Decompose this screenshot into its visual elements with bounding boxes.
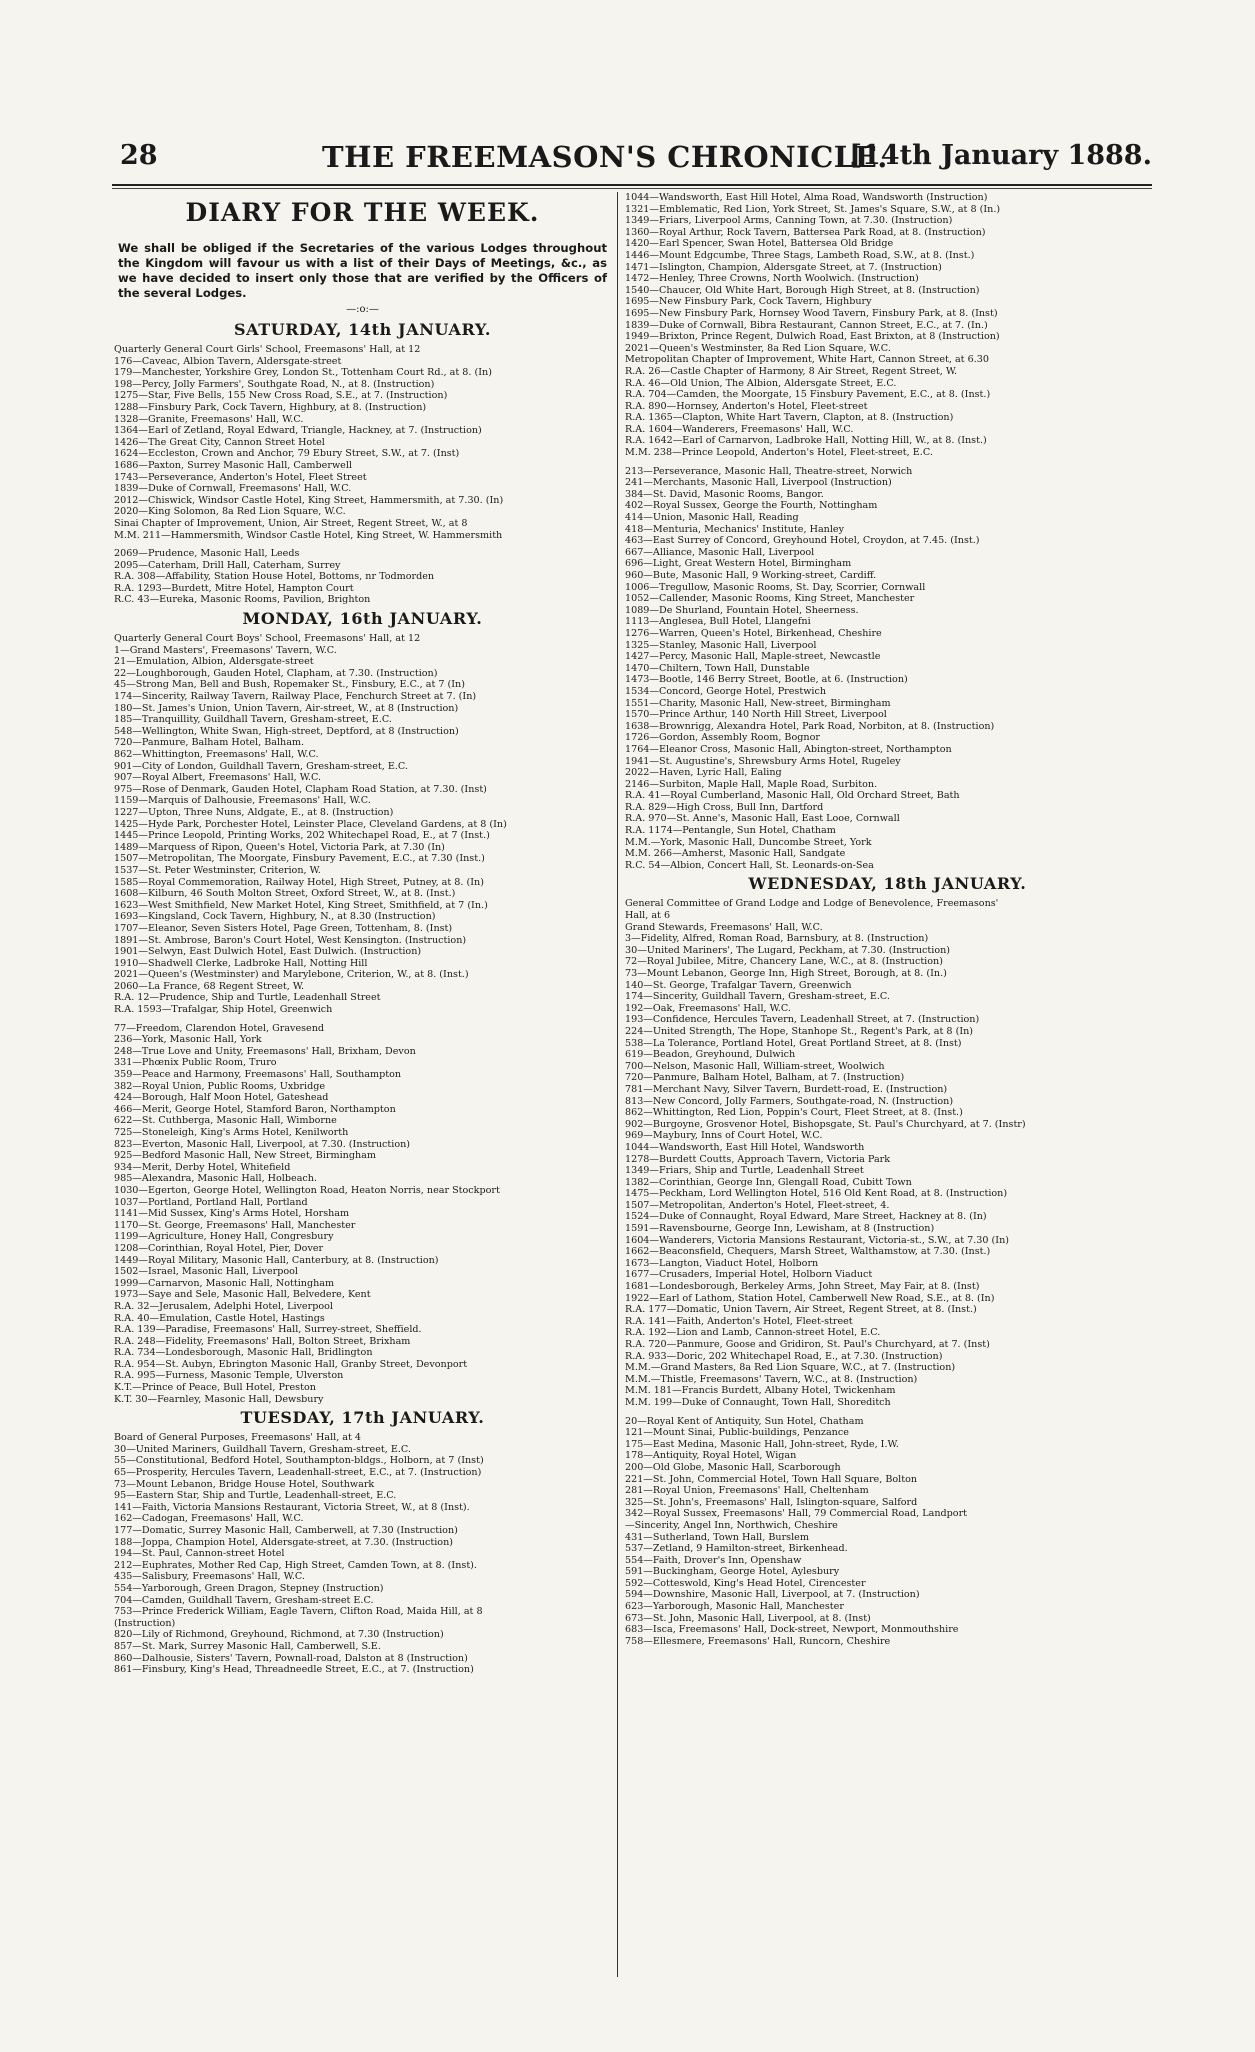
- lodge-entry: 1475—Peckham, Lord Wellington Hotel, 516 Old Kent Road, at 8. (Instruction): [625, 1188, 1008, 1200]
- lodge-entry: 1999—Carnarvon, Masonic Hall, Nottingham: [114, 1277, 335, 1289]
- lodge-entry: 1170—St. George, Freemasons' Hall, Manchester: [114, 1219, 356, 1231]
- lodge-entry: 185—Tranquillity, Guildhall Tavern, Gresham-street, E.C.: [114, 714, 392, 726]
- lodge-entry: R.A. 720—Panmure, Goose and Gridiron, St. Paul's Churchyard, at 7. (Inst): [625, 1339, 990, 1350]
- lodge-entry: 281—Royal Union, Freemasons' Hall, Cheltenham: [625, 1485, 869, 1497]
- left-column: [114, 192, 611, 1982]
- lodge-entry: 704—Camden, Guildhall Tavern, Gresham-street E.C.: [114, 1594, 374, 1606]
- lodge-entry: 175—East Medina, Masonic Hall, John-street, Ryde, I.W.: [625, 1438, 899, 1450]
- lodge-entry: 720—Panmure, Balham Hotel, Balham.: [114, 737, 305, 749]
- lodge-entry: 1540—Chaucer, Old White Hart, Borough High Street, at 8. (Instruction): [625, 284, 980, 296]
- lodge-entry: 622—St. Cuthberga, Masonic Hall, Wimborne: [114, 1115, 337, 1127]
- header-rule-thin: [112, 188, 1152, 189]
- lodge-entry: 77—Freedom, Clarendon Hotel, Gravesend: [114, 1022, 325, 1034]
- lodge-entry: 212—Euphrates, Mother Red Cap, High Street, Camden Town, at 8. (Inst).: [114, 1559, 477, 1571]
- masthead: [112, 140, 1152, 188]
- lodge-entry: 2069—Prudence, Masonic Hall, Leeds: [114, 548, 300, 560]
- lodge-entry: 1585—Royal Commemoration, Railway Hotel, High Street, Putney, at 8. (In): [114, 876, 484, 888]
- lodge-entry: 623—Yarborough, Masonic Hall, Manchester: [625, 1601, 844, 1613]
- listing-gap: [625, 1409, 1150, 1416]
- lodge-entry: 683—Isca, Freemasons' Hall, Dock-street, Newport, Monmouthshire: [625, 1624, 959, 1636]
- lodge-entry: 1686—Paxton, Surrey Masonic Hall, Camberwell: [114, 459, 352, 471]
- lodge-entry: 1426—The Great City, Cannon Street Hotel: [114, 436, 325, 448]
- lodge-entry: 860—Dalhousie, Sisters' Tavern, Pownall-road, Dalston at 8 (Instruction): [114, 1652, 468, 1664]
- lodge-entry: 176—Caveac, Albion Tavern, Aldersgate-street: [114, 355, 342, 367]
- lodge-entry: M.M.—York, Masonic Hall, Duncombe Street, York: [625, 836, 872, 848]
- lodge-entry: 2022—Haven, Lyric Hall, Ealing: [625, 767, 782, 779]
- lodge-entry: M.M.—Thistle, Freemasons' Tavern, W.C., at 8. (Instruction): [625, 1373, 918, 1385]
- lodge-entry: 861—Finsbury, King's Head, Threadneedle Street, E.C., at 7. (Instruction): [114, 1664, 474, 1676]
- lodge-entry: 193—Confidence, Hercules Tavern, Leadenhall Street, at 7. (Instruction): [625, 1014, 980, 1026]
- lodge-entry: 174—Sincerity, Guildhall Tavern, Gresham-street, E.C.: [625, 991, 890, 1003]
- lodge-entry: 537—Zetland, 9 Hamilton-street, Birkenhead.: [625, 1543, 848, 1555]
- lodge-entry: 2020—King Solomon, 8a Red Lion Square, W.C.: [114, 506, 346, 518]
- lodge-entry: 1364—Earl of Zetland, Royal Edward, Triangle, Hackney, at 7. (Instruction): [114, 425, 482, 437]
- lodge-entry: 823—Everton, Masonic Hall, Liverpool, at 7.30. (Instruction): [114, 1138, 411, 1150]
- lodge-entry: 1973—Saye and Sele, Masonic Hall, Belvedere, Kent: [114, 1289, 371, 1301]
- lodge-entry: 554—Faith, Drover's Inn, Openshaw: [625, 1554, 802, 1566]
- lodge-entry: 1726—Gordon, Assembly Room, Bognor: [625, 732, 820, 744]
- lodge-entry: R.A. 308—Affability, Station House Hotel, Bottoms, nr Todmorden: [114, 571, 435, 583]
- lodge-entry: 1275—Star, Five Bells, 155 New Cross Road, S.E., at 7. (Instruction): [114, 390, 448, 402]
- column-divider: [617, 192, 618, 1977]
- lodge-entry: 22—Loughborough, Gauden Hotel, Clapham, at 7.30. (Instruction): [114, 667, 438, 679]
- lodge-entry: 969—Maybury, Inns of Court Hotel, W.C.: [625, 1130, 823, 1142]
- lodge-entry: 140—St. George, Trafalgar Tavern, Greenwich: [625, 979, 852, 991]
- lodge-entry: 65—Prosperity, Hercules Tavern, Leadenhall-street, E.C., at 7. (Instruction): [114, 1467, 482, 1479]
- lodge-entry: 1—Grand Masters', Freemasons' Tavern, W.C.: [114, 644, 337, 656]
- lodge-entry: 359—Peace and Harmony, Freemasons' Hall, Southampton: [114, 1069, 402, 1081]
- lodge-entry: R.A. 704—Camden, the Moorgate, 15 Finsbury Pavement, E.C., at 8. (Inst.): [625, 389, 991, 401]
- lodge-entry: 45—Strong Man, Bell and Bush, Ropemaker St., Finsbury, E.C., at 7 (In): [114, 679, 465, 691]
- lodge-entry: 548—Wellington, White Swan, High-street, Deptford, at 8 (Instruction): [114, 725, 459, 737]
- day-heading: MONDAY, 16th JANUARY.: [242, 609, 483, 629]
- lodge-entry: 2060—La France, 68 Regent Street, W.: [114, 980, 305, 992]
- lodge-entry: 862—Whittington, Red Lion, Poppin's Court, Fleet Street, at 8. (Inst.): [625, 1107, 963, 1119]
- lodge-entry: 248—True Love and Unity, Freemasons' Hall, Brixham, Devon: [114, 1045, 416, 1057]
- lodge-entry: 1537—St. Peter Westminster, Criterion, W.: [114, 864, 321, 876]
- lodge-entry: 619—Beadon, Greyhound, Dulwich: [625, 1049, 796, 1061]
- lodge-entry: 975—Rose of Denmark, Gauden Hotel, Clapham Road Station, at 7.30. (Inst): [114, 783, 487, 795]
- right-column: [625, 192, 1150, 1982]
- lodge-entry: 73—Mount Lebanon, Bridge House Hotel, Southwark: [114, 1478, 375, 1490]
- lodge-entry: K.T. 30—Fearnley, Masonic Hall, Dewsbury: [114, 1393, 324, 1405]
- lodge-entry: Quarterly General Court Boys' School, Freemasons' Hall, at 12: [114, 633, 421, 645]
- lodge-entry: R.A. 26—Castle Chapter of Harmony, 8 Air Street, Regent Street, W.: [625, 365, 958, 377]
- lodge-entry: 1910—Shadwell Clerke, Ladbroke Hall, Notting Hill: [114, 957, 368, 969]
- lodge-entry: M.M. 238—Prince Leopold, Anderton's Hotel, Fleet-street, E.C.: [625, 447, 933, 459]
- listing-gap: [114, 541, 611, 548]
- lodge-entry: 901—City of London, Guildhall Tavern, Gresham-street, E.C.: [114, 760, 408, 772]
- lodge-entry: R.A. 41—Royal Cumberland, Masonic Hall, Old Orchard Street, Bath: [625, 790, 960, 802]
- lodge-entry: R.A. 32—Jerusalem, Adelphi Hotel, Liverpool: [114, 1300, 333, 1312]
- lodge-entry: 1328—Granite, Freemasons' Hall, W.C.: [114, 413, 304, 425]
- lodge-entry: 1288—Finsbury Park, Cock Tavern, Highbury, at 8. (Instruction): [114, 401, 427, 413]
- lodge-entry: 178—Antiquity, Royal Hotel, Wigan: [625, 1450, 797, 1462]
- lodge-entry: 1695—New Finsbury Park, Cock Tavern, Highbury: [625, 296, 872, 308]
- lodge-entry: 2012—Chiswick, Windsor Castle Hotel, King Street, Hammersmith, at 7.30. (In): [114, 494, 504, 506]
- lodge-entry: 424—Borough, Half Moon Hotel, Gateshead: [114, 1092, 329, 1104]
- lodge-entry: 198—Percy, Jolly Farmers', Southgate Road, N., at 8. (Instruction): [114, 378, 435, 390]
- lodge-entry: R.A. 1593—Trafalgar, Ship Hotel, Greenwich: [114, 1004, 333, 1016]
- lodge-entry: 781—Merchant Navy, Silver Tavern, Burdett-road, E. (Instruction): [625, 1083, 948, 1095]
- lodge-entry: 466—Merit, George Hotel, Stamford Baron, Northampton: [114, 1103, 396, 1115]
- lodge-entry: 1089—De Shurland, Fountain Hotel, Sheerness.: [625, 604, 859, 616]
- lodge-entry: 720—Panmure, Balham Hotel, Balham, at 7. (Instruction): [625, 1072, 905, 1084]
- lodge-entry: 402—Royal Sussex, George the Fourth, Nottingham: [625, 500, 878, 512]
- lodge-entry: General Committee of Grand Lodge and Lodge of Benevolence, Freemasons': [625, 898, 999, 910]
- lodge-entry: 1677—Crusaders, Imperial Hotel, Holborn Viaduct: [625, 1269, 873, 1281]
- lodge-entry: R.A. 829—High Cross, Bull Inn, Dartford: [625, 801, 824, 813]
- lodge-entry: 72—Royal Jubilee, Mitre, Chancery Lane, W.C., at 8. (Instruction): [625, 956, 943, 968]
- lodge-entry: 1349—Friars, Ship and Turtle, Leadenhall Street: [625, 1165, 864, 1177]
- listing-gap: [114, 1016, 611, 1023]
- lodge-entry: 30—United Mariners, Guildhall Tavern, Gresham-street, E.C.: [114, 1443, 411, 1455]
- lodge-entry: 224—United Strength, The Hope, Stanhope St., Regent's Park, at 8 (In): [625, 1025, 974, 1037]
- lodge-entry: 667—Alliance, Masonic Hall, Liverpool: [625, 546, 815, 558]
- lodge-entry: 325—St. John's, Freemasons' Hall, Islington-square, Salford: [625, 1496, 918, 1508]
- lodge-entry: 2021—Queen's Westminster, 8a Red Lion Square, W.C.: [625, 342, 891, 354]
- lodge-entry: 1470—Chiltern, Town Hall, Dunstable: [625, 662, 810, 674]
- lodge-entry: 591—Buckingham, George Hotel, Aylesbury: [625, 1566, 840, 1578]
- lodge-entry: M.M. 266—Amherst, Masonic Hall, Sandgate: [625, 848, 846, 860]
- lodge-entry: M.M. 199—Duke of Connaught, Town Hall, Shoreditch: [625, 1396, 891, 1408]
- lodge-entry: 820—Lily of Richmond, Greyhound, Richmond, at 7.30 (Instruction): [114, 1629, 444, 1641]
- lodge-entry: 331—Phœnix Public Room, Truro: [114, 1057, 277, 1069]
- lodge-entry: 1037—Portland, Portland Hall, Portland: [114, 1196, 308, 1208]
- lodge-entry: 1507—Metropolitan, The Moorgate, Finsbury Pavement, E.C., at 7.30 (Inst.): [114, 853, 485, 865]
- lodge-entry: 1349—Friars, Liverpool Arms, Canning Town, at 7.30. (Instruction): [625, 215, 953, 227]
- lodge-entry: 414—Union, Masonic Hall, Reading: [625, 512, 799, 524]
- lodge-entry: 857—St. Mark, Surrey Masonic Hall, Camberwell, S.E.: [114, 1640, 381, 1652]
- lodge-entry: Quarterly General Court Girls' School, Freemasons' Hall, at 12: [114, 344, 421, 355]
- lodge-entry: 1052—Callender, Masonic Rooms, King Street, Manchester: [625, 593, 915, 605]
- lodge-entry: 435—Salisbury, Freemasons' Hall, W.C.: [114, 1571, 305, 1583]
- lodge-entry: 1446—Mount Edgcumbe, Three Stags, Lambeth Road, S.W., at 8. (Inst.): [625, 249, 975, 261]
- lodge-entry: 1743—Perseverance, Anderton's Hotel, Fleet Street: [114, 471, 367, 483]
- lodge-entry: M.M. 181—Francis Burdett, Albany Hotel, Twickenham: [625, 1385, 896, 1397]
- lodge-entry: 2095—Caterham, Drill Hall, Caterham, Surrey: [114, 559, 341, 571]
- lodge-entry: 180—St. James's Union, Union Tavern, Air-street, W., at 8 (Instruction): [114, 702, 459, 714]
- lodge-entry: 213—Perseverance, Masonic Hall, Theatre-street, Norwich: [625, 465, 913, 477]
- lodge-entry: 1427—Percy, Masonic Hall, Maple-street, Newcastle: [625, 651, 881, 663]
- right-column-listings: [625, 192, 1150, 1647]
- section-separator: —:o:—: [346, 304, 379, 315]
- lodge-entry: 925—Bedford Masonic Hall, New Street, Birmingham: [114, 1150, 376, 1162]
- lodge-entry: 194—St. Paul, Cannon-street Hotel: [114, 1548, 285, 1560]
- lodge-entry: 188—Joppa, Champion Hotel, Aldersgate-street, at 7.30. (Instruction): [114, 1536, 453, 1548]
- diary-intro: We shall be obliged if the Secretaries of the various Lodges throughout the Kingdom will favour us with a list of their Days of Meetings, &c., as we have decided to insert only those that are verified by the Officers of the several Lodges.: [118, 241, 607, 300]
- day-heading: WEDNESDAY, 18th JANUARY.: [748, 874, 1027, 894]
- lodge-entry: 696—Light, Great Western Hotel, Birmingham: [625, 558, 852, 570]
- lodge-entry: R.A. 141—Faith, Anderton's Hotel, Fleet-street: [625, 1315, 853, 1327]
- lodge-entry: 1624—Eccleston, Crown and Anchor, 79 Ebury Street, S.W., at 7. (Inst): [114, 448, 460, 460]
- lodge-entry: 1551—Charity, Masonic Hall, New-street, Birmingham: [625, 697, 891, 709]
- lodge-entry: 960—Bute, Masonic Hall, 9 Working-street, Cardiff.: [625, 570, 877, 581]
- lodge-entry: 431—Sutherland, Town Hall, Burslem: [625, 1531, 809, 1543]
- lodge-entry: 162—Cadogan, Freemasons' Hall, W.C.: [114, 1513, 304, 1525]
- lodge-entry: R.A. 177—Domatic, Union Tavern, Air Street, Regent Street, at 8. (Inst.): [625, 1304, 977, 1316]
- lodge-entry: 1382—Corinthian, George Inn, Glengall Road, Cubitt Town: [625, 1176, 912, 1188]
- lodge-entry: 934—Merit, Derby Hotel, Whitefield: [114, 1161, 291, 1173]
- lodge-entry: 20—Royal Kent of Antiquity, Sun Hotel, Chatham: [625, 1415, 864, 1427]
- lodge-entry: 1113—Anglesea, Bull Hotel, Llangefni: [625, 616, 811, 628]
- lodge-entry: 55—Constitutional, Bedford Hotel, Southampton-bldgs., Holborn, at 7 (Inst): [114, 1455, 484, 1467]
- lodge-entry: 1325—Stanley, Masonic Hall, Liverpool: [625, 639, 817, 651]
- lodge-entry: 200—Old Globe, Masonic Hall, Scarborough: [625, 1461, 841, 1473]
- lodge-entry: 1891—St. Ambrose, Baron's Court Hotel, West Kensington. (Instruction): [114, 934, 467, 946]
- lodge-entry: 1922—Earl of Lathom, Station Hotel, Camberwell New Road, S.E., at 8. (In): [625, 1292, 995, 1304]
- lodge-entry: R.A. 192—Lion and Lamb, Cannon-street Hotel, E.C.: [625, 1327, 881, 1339]
- lodge-entry: 2021—Queen's (Westminster) and Marylebone, Criterion, W., at 8. (Inst.): [114, 969, 469, 981]
- lodge-entry: 1208—Corinthian, Royal Hotel, Pier, Dover: [114, 1242, 324, 1254]
- lodge-entry: 1941—St. Augustine's, Shrewsbury Arms Hotel, Rugeley: [625, 755, 901, 767]
- lodge-entry: 342—Royal Sussex, Freemasons' Hall, 79 Commercial Road, Landport: [625, 1508, 968, 1520]
- lodge-entry: 1278—Burdett Coutts, Approach Tavern, Victoria Park: [625, 1153, 891, 1165]
- lodge-entry: 382—Royal Union, Public Rooms, Uxbridge: [114, 1080, 326, 1092]
- lodge-entry: M.M. 211—Hammersmith, Windsor Castle Hotel, King Street, W. Hammersmith: [114, 529, 503, 541]
- lodge-entry: 594—Downshire, Masonic Hall, Liverpool, at 7. (Instruction): [625, 1589, 920, 1601]
- lodge-entry: 1707—Eleanor, Seven Sisters Hotel, Page Green, Tottenham, 8. (Inst): [114, 922, 453, 934]
- lodge-entry: 1141—Mid Sussex, King's Arms Hotel, Horsham: [114, 1208, 350, 1220]
- lodge-entry: 700—Nelson, Masonic Hall, William-street, Woolwich: [625, 1060, 885, 1072]
- lodge-entry: 1445—Prince Leopold, Printing Works, 202 Whitechapel Road, E., at 7 (Inst.): [114, 830, 490, 842]
- day-heading: TUESDAY, 17th JANUARY.: [240, 1408, 485, 1428]
- lodge-entry: 1030—Egerton, George Hotel, Wellington Road, Heaton Norris, near Stockport: [114, 1184, 500, 1196]
- lodge-entry: 554—Yarborough, Green Dragon, Stepney (Instruction): [114, 1582, 384, 1594]
- lodge-entry: Metropolitan Chapter of Improvement, White Hart, Cannon Street, at 6.30: [625, 354, 989, 366]
- lodge-entry: 1839—Duke of Cornwall, Bibra Restaurant, Cannon Street, E.C., at 7. (In.): [625, 319, 988, 331]
- diary-title: DIARY FOR THE WEEK.: [185, 198, 540, 227]
- lodge-entry: 673—St. John, Masonic Hall, Liverpool, at 8. (Inst): [625, 1612, 871, 1624]
- lodge-entry: R.A. 734—Londesborough, Masonic Hall, Bridlington: [114, 1347, 373, 1359]
- issue-date: [14th January 1888.: [849, 140, 1152, 171]
- lodge-entry: 725—Stoneleigh, King's Arms Hotel, Kenilworth: [114, 1127, 349, 1138]
- lodge-entry: 1044—Wandsworth, East Hill Hotel, Alma Road, Wandsworth (Instruction): [625, 192, 988, 203]
- newspaper-title: THE FREEMASON'S CHRONICLE.: [322, 140, 888, 174]
- lodge-entry: R.A. 970—St. Anne's, Masonic Hall, East Looe, Cornwall: [625, 813, 900, 825]
- lodge-entry: 1604—Wanderers, Victoria Mansions Restaurant, Victoria-st., S.W., at 7.30 (In): [625, 1234, 1010, 1246]
- day-heading: SATURDAY, 14th JANUARY.: [233, 320, 492, 339]
- lodge-entry: R.A. 1174—Pentangle, Sun Hotel, Chatham: [625, 825, 836, 837]
- lodge-entry: 813—New Concord, Jolly Farmers, Southgate-road, N. (Instruction): [625, 1095, 954, 1107]
- lodge-entry: 3—Fidelity, Alfred, Roman Road, Barnsbury, at 8. (Instruction): [625, 933, 929, 945]
- lodge-entry: 1695—New Finsbury Park, Hornsey Wood Tavern, Finsbury Park, at 8. (Inst): [625, 307, 998, 319]
- lodge-entry: 1227—Upton, Three Nuns, Aldgate, E., at 8. (Instruction): [114, 806, 394, 818]
- lodge-entry: R.A. 1604—Wanderers, Freemasons' Hall, W.C.: [625, 423, 854, 435]
- lodge-entry: 1591—Ravensbourne, George Inn, Lewisham, at 8 (Instruction): [625, 1223, 935, 1235]
- lodge-entry: 1473—Bootle, 146 Berry Street, Bootle, at 6. (Instruction): [625, 674, 908, 686]
- lodge-entry: Sinai Chapter of Improvement, Union, Air Street, Regent Street, W., at 8: [114, 517, 468, 529]
- lodge-entry: 758—Ellesmere, Freemasons' Hall, Runcorn, Cheshire: [625, 1635, 891, 1647]
- lodge-entry: R.A. 46—Old Union, The Albion, Aldersgate Street, E.C.: [625, 377, 897, 389]
- lodge-entry: 95—Eastern Star, Ship and Turtle, Leadenhall-street, E.C.: [114, 1490, 397, 1502]
- lodge-entry: R.A. 933—Doric, 202 Whitechapel Road, E., at 7.30. (Instruction): [625, 1350, 943, 1362]
- left-column-listings: [114, 320, 611, 1676]
- page-number: 28: [120, 140, 158, 171]
- lodge-entry: —Sincerity, Angel Inn, Northwich, Cheshire: [625, 1519, 838, 1531]
- lodge-entry: 1662—Beaconsfield, Chequers, Marsh Street, Walthamstow, at 7.30. (Inst.): [625, 1246, 991, 1258]
- lodge-entry: 592—Cotteswold, King's Head Hotel, Cirencester: [625, 1577, 866, 1589]
- lodge-entry: 221—St. John, Commercial Hotel, Town Hall Square, Bolton: [625, 1473, 918, 1485]
- listing-gap: [625, 459, 1150, 466]
- lodge-entry: 141—Faith, Victoria Mansions Restaurant, Victoria Street, W., at 8 (Inst).: [114, 1501, 470, 1513]
- lodge-entry: 538—La Tolerance, Portland Hotel, Great Portland Street, at 8. (Inst): [625, 1037, 962, 1049]
- lodge-entry: R.C. 54—Albion, Concert Hall, St. Leonards-on-Sea: [625, 859, 874, 871]
- lodge-entry: 1638—Brownrigg, Alexandra Hotel, Park Road, Norbiton, at 8. (Instruction): [625, 720, 995, 732]
- lodge-entry: R.A. 1365—Clapton, White Hart Tavern, Clapton, at 8. (Instruction): [625, 412, 954, 424]
- lodge-entry: Board of General Purposes, Freemasons' Hall, at 4: [114, 1432, 362, 1444]
- lodge-entry: 1360—Royal Arthur, Rock Tavern, Battersea Park Road, at 8. (Instruction): [625, 226, 986, 238]
- lodge-entry: 73—Mount Lebanon, George Inn, High Street, Borough, at 8. (In.): [625, 968, 947, 979]
- lodge-entry: 1321—Emblematic, Red Lion, York Street, St. James's Square, S.W., at 8 (In.): [625, 203, 1001, 215]
- lodge-entry: 1681—Londesborough, Berkeley Arms, John Street, May Fair, at 8. (Inst): [625, 1281, 980, 1293]
- lodge-entry: 30—United Mariners', The Lugard, Peckham, at 7.30. (Instruction): [625, 944, 951, 956]
- lodge-entry: 1006—Tregullow, Masonic Rooms, St. Day, Scorrier, Cornwall: [625, 581, 926, 593]
- lodge-entry: R.A. 12—Prudence, Ship and Turtle, Leadenhall Street: [114, 992, 381, 1004]
- lodge-entry: 1472—Henley, Three Crowns, North Woolwich. (Instruction): [625, 273, 919, 285]
- lodge-entry: 1623—West Smithfield, New Market Hotel, King Street, Smithfield, at 7 (In.): [114, 899, 488, 911]
- lodge-entry: 179—Manchester, Yorkshire Grey, London St., Tottenham Court Rd., at 8. (In): [114, 367, 492, 379]
- lodge-entry: 1044—Wandsworth, East Hill Hotel, Wandsworth: [625, 1141, 865, 1153]
- lodge-entry: 174—Sincerity, Railway Tavern, Railway Place, Fenchurch Street at 7. (In): [114, 691, 477, 703]
- lodge-entry: 1199—Agriculture, Honey Hall, Congresbury: [114, 1231, 334, 1243]
- lodge-entry: 1425—Hyde Park, Porchester Hotel, Leinster Place, Cleveland Gardens, at 8 (In): [114, 818, 507, 830]
- lodge-entry: 1673—Langton, Viaduct Hotel, Holborn: [625, 1257, 819, 1269]
- lodge-entry: R.A. 1642—Earl of Carnarvon, Ladbroke Hall, Notting Hill, W., at 8. (Inst.): [625, 435, 987, 447]
- lodge-entry: 1608—Kilburn, 46 South Molton Street, Oxford Street, W., at 8. (Inst.): [114, 888, 456, 900]
- header-rule-thick: [112, 184, 1152, 186]
- lodge-entry: R.A. 995—Furness, Masonic Temple, Ulverston: [114, 1370, 344, 1382]
- lodge-entry: 1471—Islington, Champion, Aldersgate Street, at 7. (Instruction): [625, 261, 942, 273]
- lodge-entry: R.A. 1293—Burdett, Mitre Hotel, Hampton Court: [114, 582, 354, 594]
- lodge-entry: 236—York, Masonic Hall, York: [114, 1034, 262, 1046]
- lodge-entry: 1901—Selwyn, East Dulwich Hotel, East Dulwich. (Instruction): [114, 946, 422, 958]
- lodge-entry: R.A. 139—Paradise, Freemasons' Hall, Surrey-street, Sheffield.: [114, 1324, 422, 1336]
- lodge-entry: 1276—Warren, Queen's Hotel, Birkenhead, Cheshire: [625, 627, 882, 639]
- lodge-entry: 241—Merchants, Masonic Hall, Liverpool (Instruction): [625, 477, 892, 489]
- lodge-entry: 384—St. David, Masonic Rooms, Bangor.: [625, 488, 824, 500]
- lodge-entry: 2146—Surbiton, Maple Hall, Maple Road, Surbiton.: [625, 778, 878, 790]
- lodge-entry: R.A. 890—Hornsey, Anderton's Hotel, Fleet-street: [625, 400, 868, 412]
- lodge-entry: 121—Mount Sinai, Public-buildings, Penzance: [625, 1427, 849, 1439]
- lodge-entry: R.A. 954—St. Aubyn, Ebrington Masonic Hall, Granby Street, Devonport: [114, 1358, 468, 1370]
- lodge-entry: 1449—Royal Military, Masonic Hall, Canterbury, at 8. (Instruction): [114, 1254, 439, 1266]
- lodge-entry: 1489—Marquess of Ripon, Queen's Hotel, Victoria Park, at 7.30 (In): [114, 841, 445, 853]
- lodge-entry: 1524—Duke of Connaught, Royal Edward, Mare Street, Hackney at 8. (In): [625, 1211, 987, 1223]
- lodge-entry: R.C. 43—Eureka, Masonic Rooms, Pavilion, Brighton: [114, 594, 371, 606]
- lodge-entry: 177—Domatic, Surrey Masonic Hall, Camberwell, at 7.30 (Instruction): [114, 1525, 458, 1536]
- lodge-entry: 1420—Earl Spencer, Swan Hotel, Battersea Old Bridge: [625, 238, 894, 250]
- lodge-entry: 1949—Brixton, Prince Regent, Dulwich Road, East Brixton, at 8 (Instruction): [625, 331, 1000, 343]
- lodge-entry: 985—Alexandra, Masonic Hall, Holbeach.: [114, 1173, 318, 1185]
- lodge-entry: 1570—Prince Arthur, 140 North Hill Street, Liverpool: [625, 709, 887, 721]
- lodge-entry: 418—Menturia, Mechanics' Institute, Hanley: [625, 523, 845, 535]
- lodge-entry: 753—Prince Frederick William, Eagle Tavern, Clifton Road, Maida Hill, at 8: [114, 1606, 483, 1618]
- lodge-entry: 1159—Marquis of Dalhousie, Freemasons' Hall, W.C.: [114, 795, 371, 807]
- lodge-entry: R.A. 40—Emulation, Castle Hotel, Hastings: [114, 1312, 325, 1324]
- lodge-entry: 1764—Eleanor Cross, Masonic Hall, Abington-street, Northampton: [625, 743, 952, 755]
- lodge-entry: 21—Emulation, Albion, Aldersgate-street: [114, 656, 314, 668]
- lodge-entry: 862—Whittington, Freemasons' Hall, W.C.: [114, 749, 319, 760]
- lodge-entry: 902—Burgoyne, Grosvenor Hotel, Bishopsgate, St. Paul's Churchyard, at 7. (Instr): [625, 1118, 1026, 1130]
- lodge-entry: 463—East Surrey of Concord, Greyhound Hotel, Croydon, at 7.45. (Inst.): [625, 535, 980, 547]
- lodge-entry: R.A. 248—Fidelity, Freemasons' Hall, Bolton Street, Brixham: [114, 1335, 411, 1347]
- lodge-entry: K.T.—Prince of Peace, Bull Hotel, Preston: [114, 1382, 316, 1394]
- lodge-entry: M.M.—Grand Masters, 8a Red Lion Square, W.C., at 7. (Instruction): [625, 1362, 956, 1374]
- lodge-entry: (Instruction): [114, 1617, 176, 1629]
- lodge-entry: 192—Oak, Freemasons' Hall, W.C.: [625, 1002, 791, 1014]
- lodge-entry: 1507—Metropolitan, Anderton's Hotel, Fleet-street, 4.: [625, 1199, 890, 1211]
- lodge-entry: 1693—Kingsland, Cock Tavern, Highbury, N., at 8.30 (Instruction): [114, 911, 436, 923]
- lodge-entry: 1534—Concord, George Hotel, Prestwich: [625, 685, 827, 697]
- lodge-entry: 1502—Israel, Masonic Hall, Liverpool: [114, 1266, 298, 1278]
- lodge-entry: 907—Royal Albert, Freemasons' Hall, W.C.: [114, 772, 322, 784]
- lodge-entry: Hall, at 6: [625, 910, 671, 922]
- lodge-entry: 1839—Duke of Cornwall, Freemasons' Hall, W.C.: [114, 483, 352, 495]
- lodge-entry: Grand Stewards, Freemasons' Hall, W.C.: [625, 921, 823, 933]
